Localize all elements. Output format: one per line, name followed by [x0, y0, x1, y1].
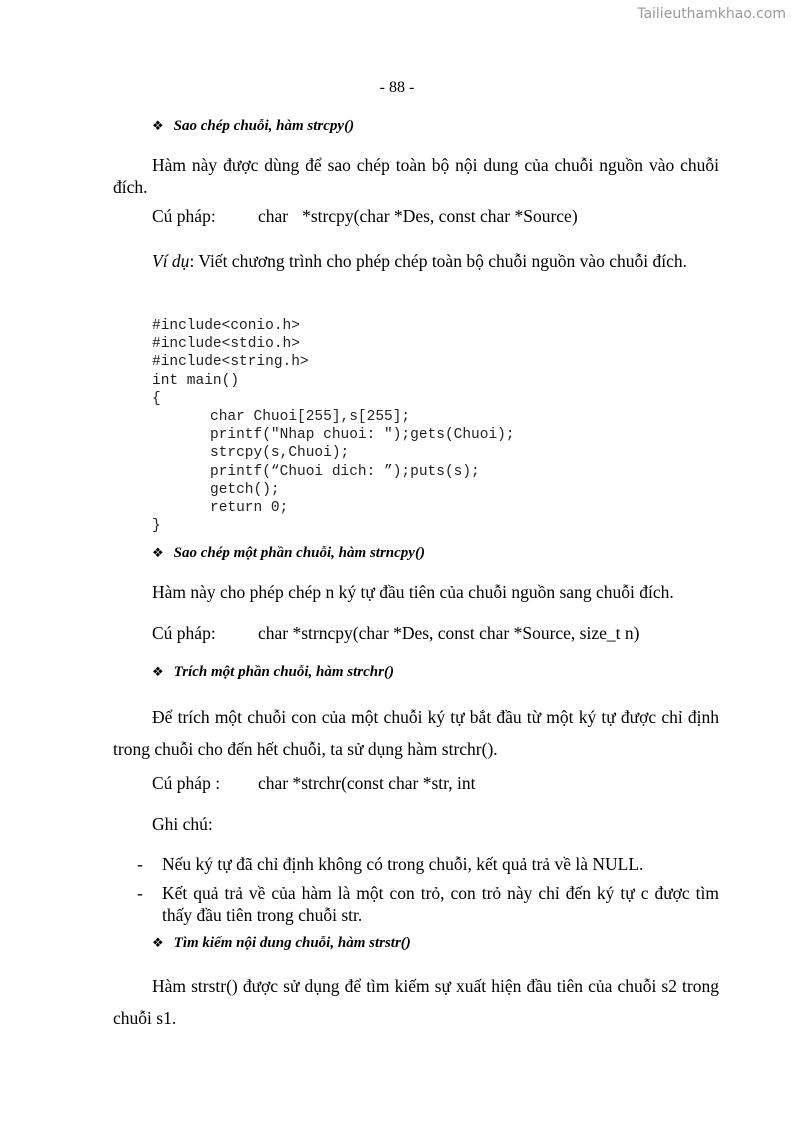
code-line: {	[152, 390, 161, 407]
page-number: - 88 -	[379, 79, 415, 96]
diamond-bullet-icon: ❖	[152, 546, 164, 561]
heading-strcpy: ❖ Sao chép chuỗi, hàm strcpy()	[152, 118, 355, 134]
code-line: printf("Nhap chuoi: ");gets(Chuoi);	[210, 427, 515, 444]
strncpy-description: Hàm này cho phép chép n ký tự đầu tiên của chuỗi nguồn sang chuỗi đích.	[152, 582, 674, 602]
code-line: getch();	[210, 481, 280, 498]
code-line: return 0;	[210, 500, 289, 517]
code-line: char Chuoi[255],s[255];	[210, 409, 411, 426]
diamond-bullet-icon: ❖	[152, 119, 164, 134]
code-line: #include<stdio.h>	[152, 336, 300, 353]
heading-strchr: ❖ Trích một phần chuỗi, hàm strchr()	[152, 664, 394, 680]
diamond-bullet-icon: ❖	[152, 936, 164, 951]
code-line: }	[152, 518, 161, 535]
strncpy-syntax: Cú pháp: char *strncpy(char *Des, const char *Source, size_t n)	[152, 623, 640, 643]
note-item: - Nếu ký tự đã chỉ định không có trong chuỗi, kết quả trả về là NULL.	[137, 854, 644, 874]
heading-strstr: ❖ Tìm kiếm nội dung chuỗi, hàm strstr()	[152, 935, 411, 951]
code-line: #include<string.h>	[152, 354, 309, 371]
diamond-bullet-icon: ❖	[152, 665, 164, 680]
code-line: printf(“Chuoi dich: ”);puts(s);	[210, 463, 480, 480]
strstr-description: Hàm strstr() được sử dụng để tìm kiếm sự xuất hiện đầu tiên của chuỗi s2 trong chuỗi s1.	[113, 976, 719, 1028]
strcpy-example: Ví dụ: Viết chương trình cho phép chép toàn bộ chuỗi nguồn vào chuỗi đích.	[152, 251, 687, 271]
code-line: #include<conio.h>	[152, 318, 300, 334]
strchr-description: Để trích một chuỗi con của một chuỗi ký tự bắt đầu từ một ký tự được chỉ định trong chuỗi cho đến hết chuỗi, ta sử dụng hàm strchr().	[113, 707, 719, 759]
note-item: - Kết quả trả về của hàm là một con trỏ, con trỏ này chỉ đến ký tự c được tìm thấy đầu tiên trong chuỗi str.	[137, 883, 719, 925]
watermark: Tailieuthamkhao.com	[637, 6, 786, 22]
strchr-syntax: Cú pháp : char *strchr(const char *str, int	[152, 773, 476, 793]
note-label: Ghi chú:	[152, 814, 213, 834]
strcpy-description: Hàm này được dùng để sao chép toàn bộ nội dung của chuỗi nguồn vào chuỗi đích.	[113, 155, 719, 197]
heading-strncpy: ❖ Sao chép một phần chuỗi, hàm strncpy()	[152, 545, 425, 561]
strcpy-syntax: Cú pháp: char *strcpy(char *Des, const char *Source)	[152, 206, 578, 226]
code-line: int main()	[152, 372, 240, 389]
code-block	[152, 317, 515, 535]
code-line: strcpy(s,Chuoi);	[210, 445, 350, 462]
